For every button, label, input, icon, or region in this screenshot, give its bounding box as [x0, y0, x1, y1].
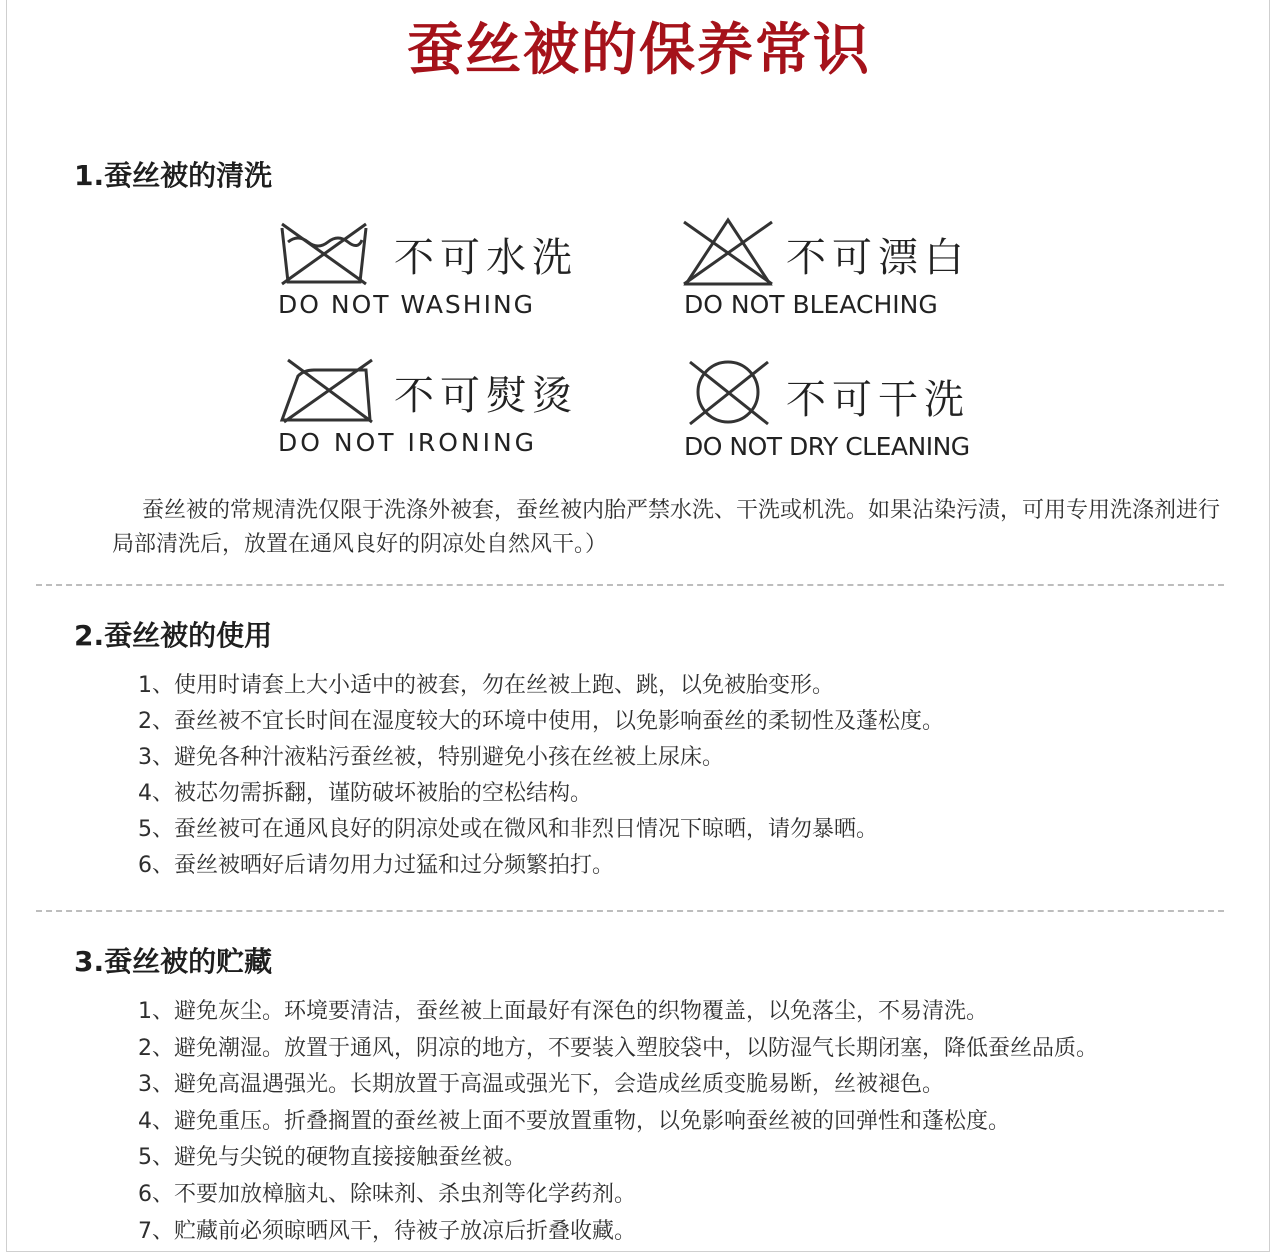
usage-list: [138, 668, 944, 884]
list-item: 2、蚕丝被不宜长时间在湿度较大的环境中使用，以免影响蚕丝的柔韧性及蓬松度。: [138, 709, 944, 734]
section-heading-storage: 3.蚕丝被的贮藏: [74, 945, 273, 978]
storage-list: [138, 994, 1098, 1250]
page-title: 蚕丝被的保养常识: [407, 18, 871, 83]
section-divider: [36, 910, 1224, 912]
section-heading-cleaning: 1.蚕丝被的清洗: [74, 159, 273, 192]
care-item-no-dry-cleaning: [682, 356, 1002, 466]
list-item: 3、避免各种汁液粘污蚕丝被，特别避免小孩在丝被上尿床。: [138, 745, 724, 770]
care-label-en: DO NOT IRONING: [278, 428, 538, 457]
no-ironing-icon: [278, 358, 378, 424]
list-item: 3、避免高温遇强光。长期放置于高温或强光下，会造成丝质变脆易断，丝被褪色。: [138, 1072, 944, 1098]
care-label-en: DO NOT DRY CLEANING: [684, 432, 970, 461]
list-item: 6、不要加放樟脑丸、除味剂、杀虫剂等化学药剂。: [138, 1181, 636, 1207]
no-dry-cleaning-icon: [682, 356, 778, 428]
care-item-no-bleaching: [680, 216, 1000, 326]
list-item: 2、避免潮湿。放置于通风，阴凉的地方，不要装入塑胶袋中，以防湿气长期闭塞，降低蚕丝品质。: [138, 1035, 1099, 1061]
cleaning-paragraph: 蚕丝被的常规清洗仅限于洗涤外被套，蚕丝被内胎严禁水洗、干洗或机洗。如果沾染污渍，可用专用洗涤剂进行局部清洗后，放置在通风良好的阴凉处自然风干。）: [112, 498, 1221, 557]
list-item: 5、蚕丝被可在通风良好的阴凉处或在微风和非烈日情况下晾晒，请勿暴晒。: [138, 817, 878, 842]
no-washing-icon: [278, 220, 370, 286]
list-item: 1、避免灰尘。环境要清洁，蚕丝被上面最好有深色的织物覆盖，以免落尘，不易清洗。: [138, 999, 988, 1024]
list-item: 4、被芯勿需拆翻，谨防破坏被胎的空松结构。: [138, 781, 592, 806]
list-item: 4、避免重压。折叠搁置的蚕丝被上面不要放置重物，以免影响蚕丝被的回弹性和蓬松度。: [138, 1108, 1011, 1134]
care-label-zh: 不可水洗: [394, 235, 578, 281]
section-divider: [36, 584, 1224, 586]
list-item: 7、贮藏前必须晾晒风干，待被子放凉后折叠收藏。: [138, 1218, 636, 1244]
list-item: 5、避免与尖锐的硬物直接接触蚕丝被。: [138, 1145, 526, 1171]
care-item-no-ironing: [278, 358, 598, 468]
no-bleaching-icon: [680, 216, 776, 288]
care-label-en: DO NOT WASHING: [278, 290, 536, 319]
care-item-no-washing: [278, 220, 598, 330]
list-item: 1、使用时请套上大小适中的被套，勿在丝被上跑、跳，以免被胎变形。: [138, 673, 834, 698]
care-label-en: DO NOT BLEACHING: [684, 290, 938, 319]
section-heading-usage: 2.蚕丝被的使用: [74, 619, 273, 652]
care-label-zh: 不可熨烫: [394, 373, 578, 419]
care-label-zh: 不可干洗: [786, 377, 970, 423]
care-label-zh: 不可漂白: [786, 235, 970, 281]
list-item: 6、蚕丝被晒好后请勿用力过猛和过分频繁拍打。: [138, 853, 614, 878]
